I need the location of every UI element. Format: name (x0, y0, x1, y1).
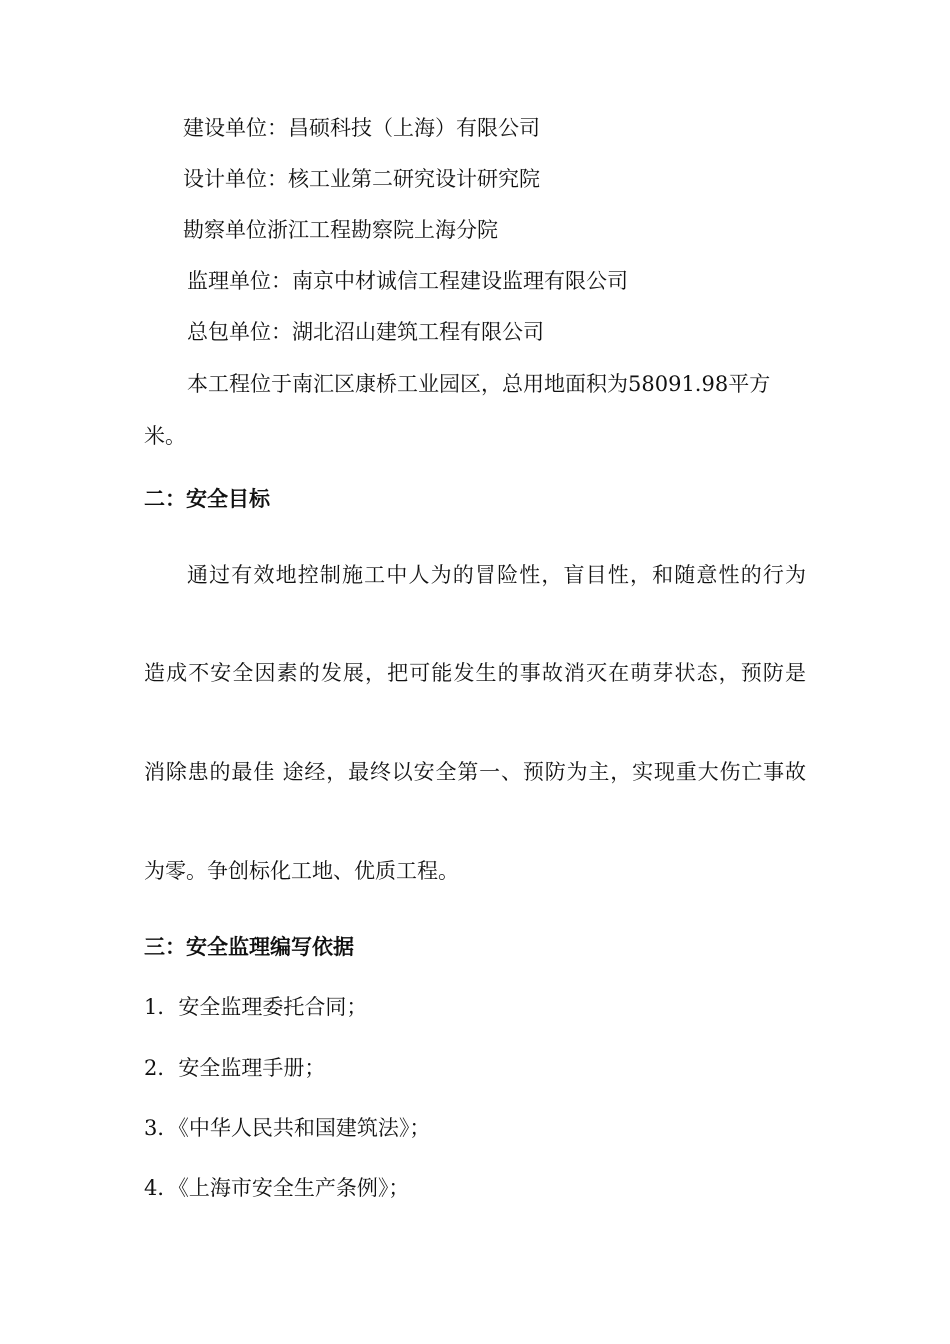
section-2-paragraph-line: 通过有效地控制施工中人为的冒险性，盲目性，和随意性的行为 (187, 563, 806, 587)
basis-list-item: 1．安全监理委托合同； (144, 995, 368, 1019)
project-location-line-2: 米。 (144, 424, 186, 448)
section-2-paragraph-line: 造成不安全因素的发展，把可能发生的事故消灭在萌芽状态，预防是 (144, 661, 806, 685)
general-contractor-line: 总包单位：湖北沼山建筑工程有限公司 (187, 320, 544, 344)
section-2-heading: 二：安全目标 (144, 486, 270, 511)
section-3-heading: 三：安全监理编写依据 (144, 934, 354, 959)
section-2-paragraph-line: 为零。争创标化工地、优质工程。 (144, 859, 459, 883)
design-unit-line: 设计单位：核工业第二研究设计研究院 (183, 167, 540, 191)
section-2-paragraph-line: 消除患的最佳 途经，最终以安全第一、预防为主，实现重大伤亡事故 (144, 760, 806, 784)
construction-unit-line: 建设单位：昌硕科技（上海）有限公司 (183, 116, 540, 140)
supervision-unit-line: 监理单位：南京中材诚信工程建设监理有限公司 (187, 269, 628, 293)
basis-list-item: 4．《上海市安全生产条例》； (144, 1176, 410, 1200)
basis-list-item: 2．安全监理手册； (144, 1056, 326, 1080)
basis-list-item: 3．《中华人民共和国建筑法》； (144, 1116, 431, 1140)
project-location-line-1: 本工程位于南汇区康桥工业园区，总用地面积为58091.98平方 (187, 372, 771, 396)
survey-unit-line: 勘察单位浙江工程勘察院上海分院 (183, 218, 498, 242)
